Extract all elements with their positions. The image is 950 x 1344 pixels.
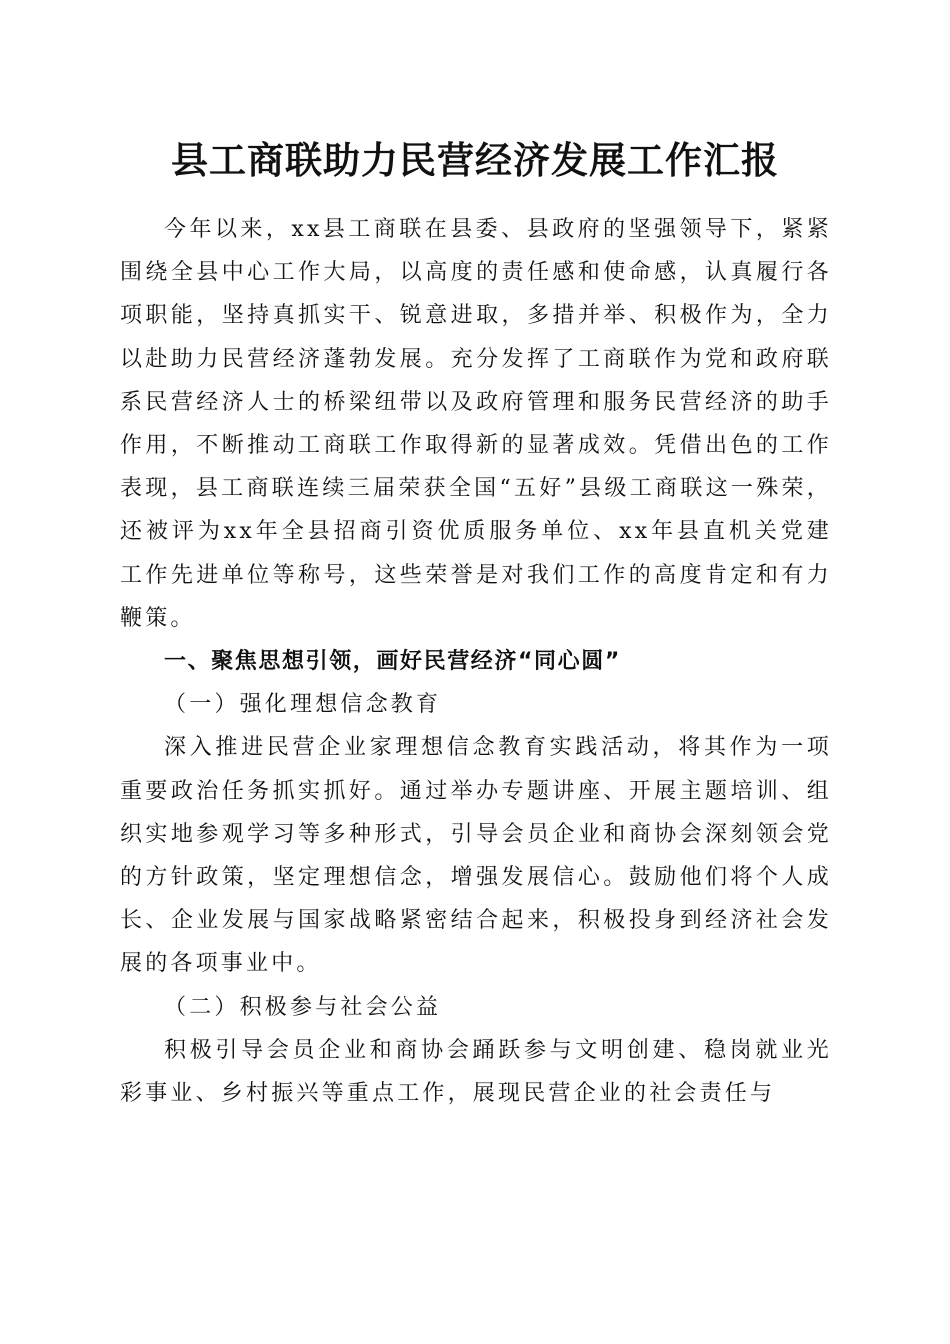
subsection-2-heading: （二）积极参与社会公益 (164, 994, 442, 1020)
document-body (120, 208, 832, 1115)
document-title: 县工商联助力民营经济发展工作汇报 (171, 138, 779, 182)
subsection-1-paragraph: 深入推进民营企业家理想信念教育实践活动，将其作为一项重要政治任务抓实抓好。通过举办专题讲座、开展主题培训、组织实地参观学习等多种形式，引导会员企业和商协会深刻领会党的方针政策，坚定理想信念，增强发展信心。鼓励他们将个人成长、企业发展与国家战略紧密结合起来，积极投身到经济社会发展的各项事业中。 (120, 735, 832, 977)
section-1-heading: 一、聚焦思想引领，画好民营经济“同心圆” (164, 649, 621, 675)
intro-paragraph: 今年以来，xx县工商联在县委、县政府的坚强领导下，紧紧围绕全县中心工作大局，以高度的责任感和使命感，认真履行各项职能，坚持真抓实干、锐意进取，多措并举、积极作为，全力以赴助力民营经济蓬勃发展。充分发挥了工商联作为党和政府联系民营经济人士的桥梁纽带以及政府管理和服务民营经济的助手作用，不断推动工商联工作取得新的显著成效。凭借出色的工作表现，县工商联连续三届荣获全国“五好”县级工商联这一殊荣，还被评为xx年全县招商引资优质服务单位、xx年县直机关党建工作先进单位等称号，这些荣誉是对我们工作的高度肯定和有力鞭策。 (120, 217, 832, 631)
subsection-1-heading: （一）强化理想信念教育 (164, 692, 442, 718)
subsection-2-paragraph: 积极引导会员企业和商协会踊跃参与文明创建、稳岗就业光彩事业、乡村振兴等重点工作，展现民营企业的社会责任与 (120, 1037, 832, 1107)
